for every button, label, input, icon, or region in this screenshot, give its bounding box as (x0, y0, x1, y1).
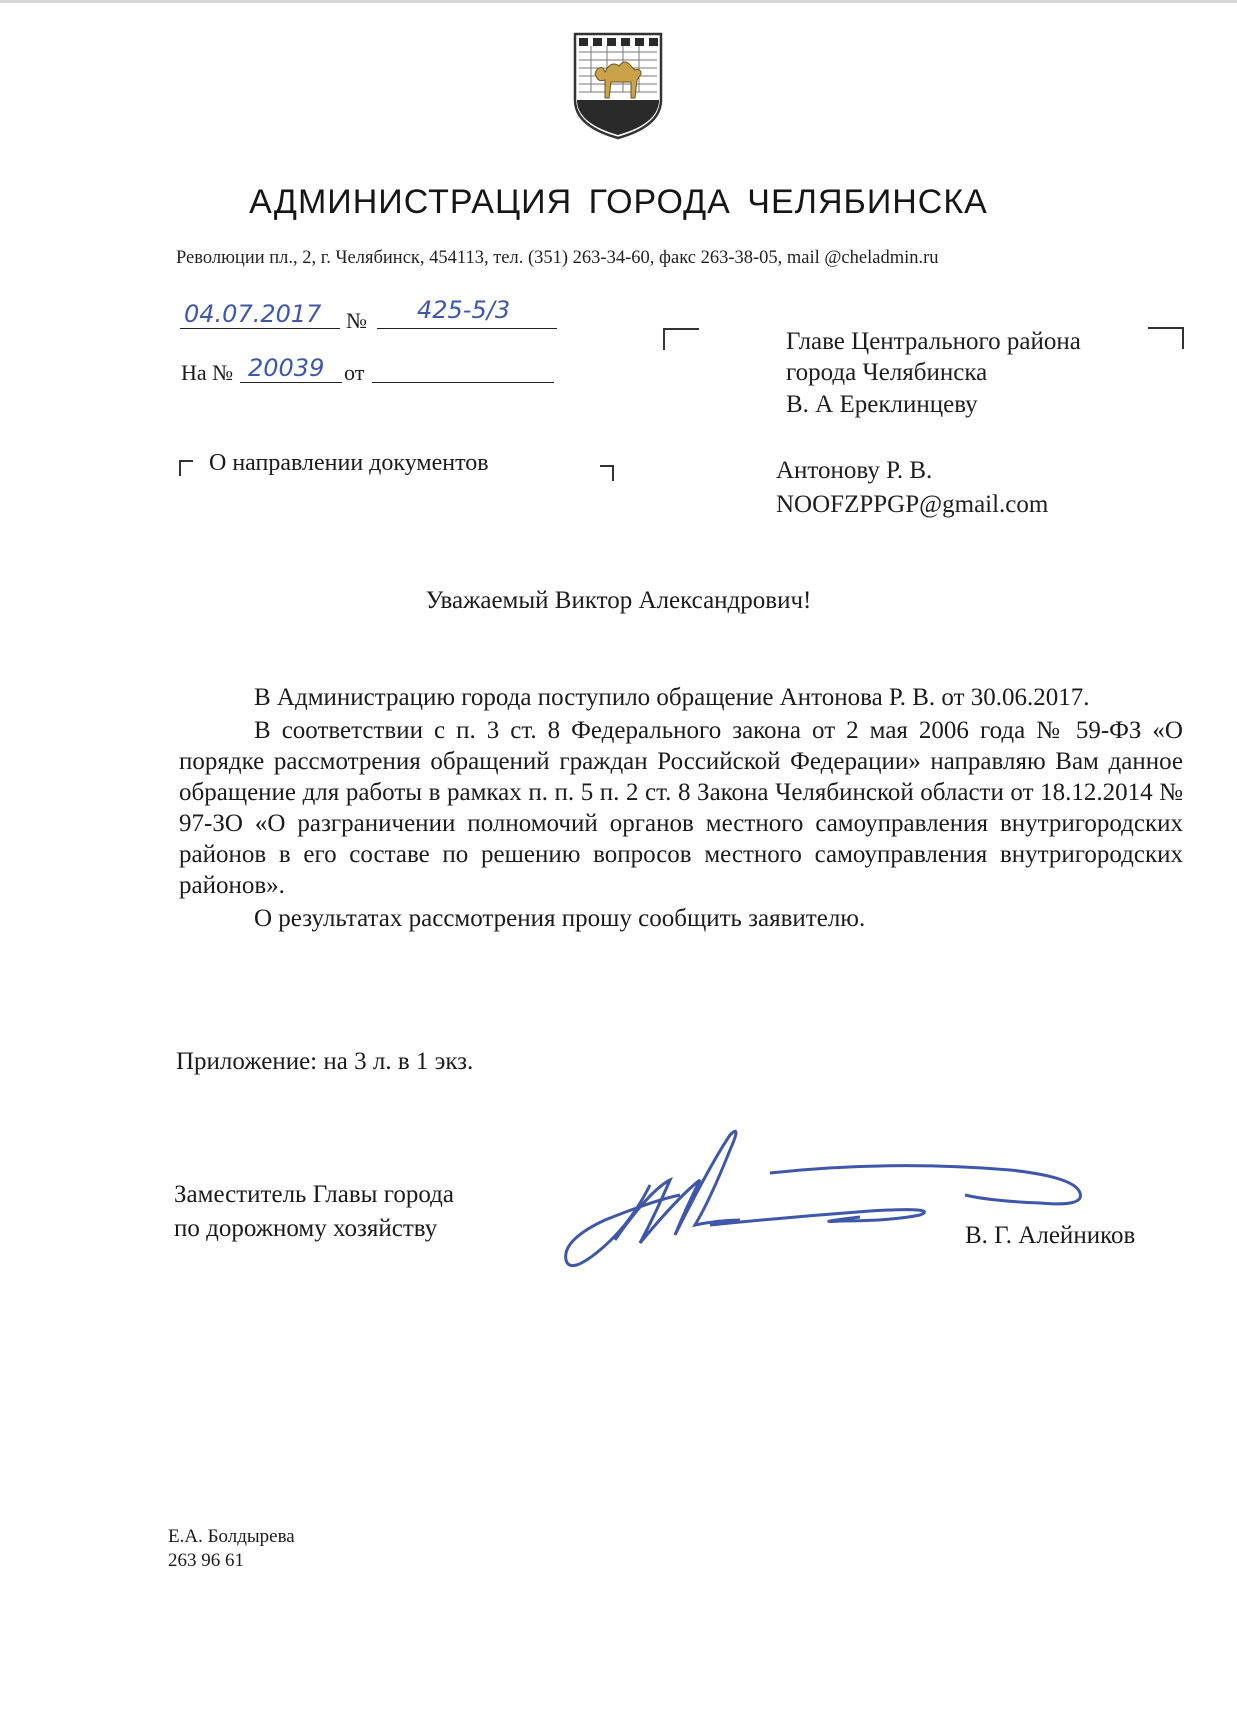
executor-block (168, 1525, 295, 1573)
recipient-secondary-name: Антонову Р. В. (776, 457, 933, 484)
body-paragraph: В соответствии с п. 3 ст. 8 Федерального закона от 2 мая 2006 года № 59-ФЗ «О порядке рассмотрения обращений граждан Российской Федерации» направляю Вам данное обращение для работы в рамках п. п. 5 п. 2 ст. 8 Закона Челябинской области от 18.12.2014 № 97-ЗО «О разграничении полномочий органов местного самоуправления внутригородских районов в его составе по решению вопросов местного самоуправления внутригородских районов». (179, 717, 1183, 899)
recipient-line-2: города Челябинска (786, 359, 988, 386)
signer-position-line-1: Заместитель Главы города (174, 1181, 454, 1208)
greeting: Уважаемый Виктор Александрович! (425, 587, 812, 614)
letter-body (179, 682, 1183, 936)
body-paragraph: О результатах рассмотрения прошу сообщить заявителю. (254, 905, 866, 932)
org-address: Революции пл., 2, г. Челябинск, 454113, тел. (351) 263-34-60, факс 263-38-05, mail @cheladmin.ru (176, 248, 939, 268)
ref-number-line (240, 356, 342, 383)
subject-corner-left (179, 460, 193, 476)
body-paragraph: В Администрацию города поступило обращение Антонова Р. В. от 30.06.2017. (254, 684, 1090, 711)
appendix: Приложение: на 3 л. в 1 экз. (176, 1048, 474, 1075)
recipient-line-3: В. А Ереклинцеву (786, 391, 978, 418)
recipient-line-1: Главе Центрального района (786, 328, 1081, 355)
reg-date: 04.07.2017 (184, 300, 322, 328)
coat-of-arms-icon (571, 30, 665, 140)
addressee-corner-right (1148, 327, 1184, 349)
executor-phone: 263 96 61 (168, 1550, 244, 1571)
signer-position-line-2: по дорожному хозяйству (174, 1215, 438, 1242)
executor-name: Е.А. Болдырева (168, 1526, 295, 1547)
scan-edge (0, 0, 1237, 3)
handwritten-signature (560, 1125, 1100, 1285)
ref-from-label: от (344, 360, 365, 385)
reg-number-label: № (346, 308, 367, 333)
signer-name: В. Г. Алейников (965, 1222, 1136, 1249)
signer-position (174, 1178, 454, 1246)
number-line (377, 296, 557, 329)
ref-label: На № (181, 360, 234, 385)
ref-from-line (372, 356, 554, 383)
ref-number: 20039 (248, 354, 325, 382)
addressee-corner-left (663, 328, 699, 350)
subject-corner-right (600, 465, 614, 481)
reg-number: 425-5/3 (417, 296, 511, 324)
org-title: АДМИНИСТРАЦИЯ ГОРОДА ЧЕЛЯБИНСКА (249, 183, 988, 221)
date-line (180, 300, 340, 329)
recipient-secondary-email: NOOFZPPGP@gmail.com (776, 491, 1049, 518)
subject: О направлении документов (209, 450, 489, 476)
